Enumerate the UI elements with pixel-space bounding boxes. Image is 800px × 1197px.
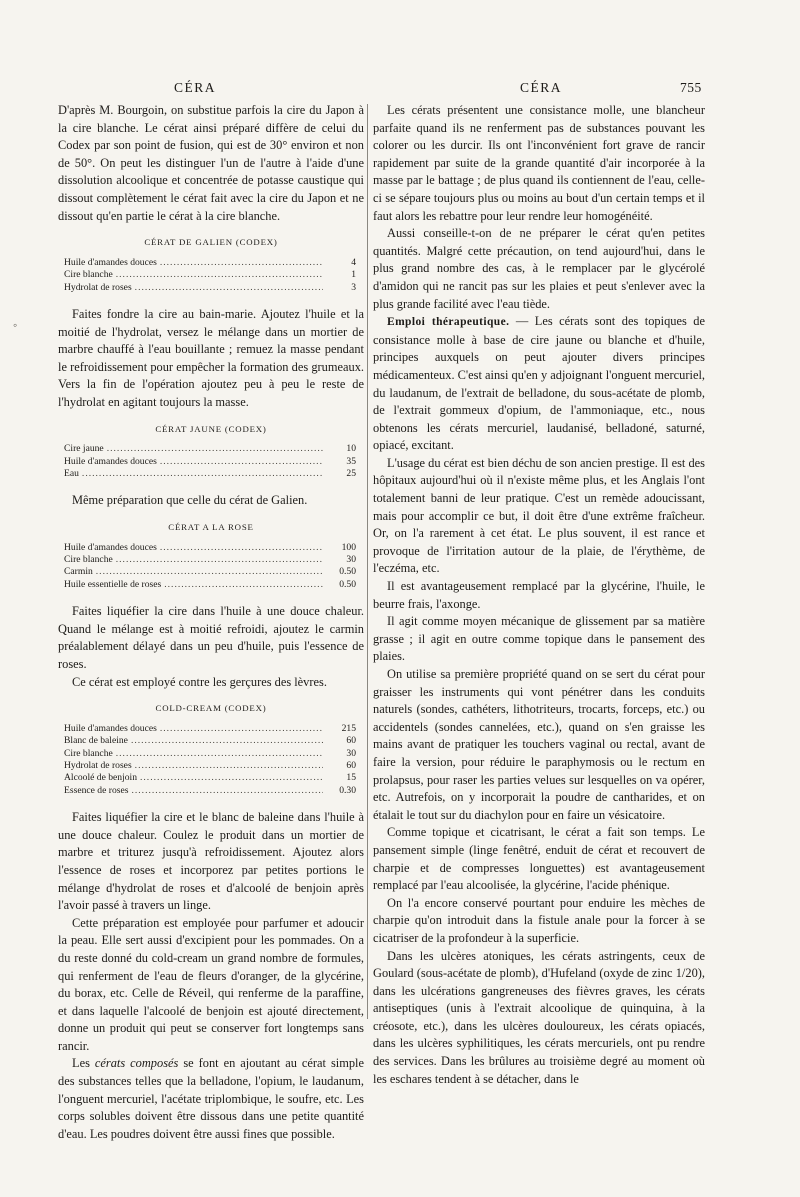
- recipe-row: [64, 542, 356, 554]
- ingredient-name: Cire blanche: [64, 553, 113, 565]
- leader-dots: [160, 456, 323, 468]
- ingredient-qty: 0.50: [339, 578, 356, 590]
- text-run: se font en ajoutant au cérat simple des substances telles que la belladone, l'opium, le laudanum, l'onguent mercuriel, l'acétate triplombique, le soufre, etc. Les corps solubles doivent être dissous dans une petite quantité d'eau. Les poudres doivent être aussi fines que possible.: [58, 1056, 364, 1141]
- ingredient-qty: 30: [346, 747, 356, 759]
- recipe-list: [58, 542, 364, 592]
- text-run: Les: [72, 1056, 95, 1071]
- paragraph: [373, 313, 705, 455]
- ingredient-qty: 0.30: [339, 784, 356, 796]
- ingredient-name: Blanc de baleine: [64, 735, 128, 747]
- leader-dots: [116, 554, 323, 566]
- paragraph: D'après M. Bourgoin, on substitue parfois la cire du Japon à la cire blanche. Le cérat ainsi préparé diffère de celui du Codex par son point de fusion, qui est de 30° environ et non de 50°. On peut les distinguer l'un de l'autre à l'aide d'une dissolution alcoolique et concentrée de potasse caustique qui dissout complètement le cérat fait avec la cire du Japon et ne dissout qu'en partie le cérat à la cire blanche.: [58, 103, 364, 223]
- text-run: — Les cérats sont des topiques de consistance molle à base de cire jaune ou blanche et d'huile, principes auxquels on peut ajouter divers principes médicamenteux. C'est ainsi qu'en y adjoignant l'onguent mercuriel, du laudanum, de l'extrait de belladone, du sous-acétate de plomb, de l'extrait gommeux d'opium, de l'ammoniaque, etc., nous obtenons les cérats mercuriel, laudanisé, belladoné, saturné, opiacé, excitant.: [373, 314, 705, 453]
- recipe-title: COLD-CREAM (CODEX): [155, 703, 267, 714]
- recipe-row: [64, 554, 356, 566]
- ingredient-name: Cire jaune: [64, 443, 104, 455]
- recipe-row: [64, 772, 356, 784]
- ingredient-name: Hydrolat de roses: [64, 281, 132, 293]
- ingredient-name: Huile d'amandes douces: [64, 455, 157, 467]
- recipe-list: [58, 257, 364, 294]
- recipe-title: CÉRAT A LA ROSE: [168, 521, 254, 532]
- leader-dots: [116, 748, 323, 760]
- ingredient-qty: 30: [346, 553, 356, 565]
- ingredient-qty: 1: [351, 269, 356, 281]
- ingredient-qty: 35: [346, 455, 356, 467]
- section-heading: Emploi thérapeutique.: [387, 316, 510, 329]
- paragraph: Faites liquéfier la cire dans l'huile à une douce chaleur. Quand le mélange est à moitié refroidi, ajoutez le carmin préalablement délayé dans un peu d'huile, puis l'essence de roses.: [58, 604, 364, 671]
- paragraph: Même préparation que celle du cérat de Galien.: [72, 493, 308, 508]
- paragraph: On l'a encore conservé pourtant pour enduire les mèches de charpie qu'on introduit dans la fistule anale pour la forcer à se cicatriser de la profondeur à la superficie.: [373, 895, 705, 945]
- ingredient-qty: 60: [346, 735, 356, 747]
- ingredient-qty: 4: [351, 256, 356, 268]
- margin-mark: ◦: [13, 318, 18, 332]
- running-head-left: CÉRA: [174, 80, 217, 95]
- recipe-row: [64, 735, 356, 747]
- ingredient-name: Huile essentielle de roses: [64, 578, 162, 590]
- leader-dots: [131, 785, 323, 797]
- ingredient-qty: 60: [346, 759, 356, 771]
- leader-dots: [96, 566, 323, 578]
- paragraph: Cette préparation est employée pour parfumer et adoucir la peau. Elle sert aussi d'excipient pour les pommades. On a du reste donné du cold-cream un grand nombre de formules, qui renferment de l'eau de fleurs d'oranger, de la glycérine, du borax, etc. Celle de Réveil, qui renferme de la paraffine, et dans laquelle l'alcoolé de benjoin est ajouté directement, donne un produit qui peut se conserver fort longtemps sans rancir.: [58, 915, 364, 1053]
- recipe-row: [64, 579, 356, 591]
- ingredient-qty: 215: [341, 722, 356, 734]
- running-head-right: CÉRA: [520, 80, 563, 95]
- paragraph: Comme topique et cicatrisant, le cérat a fait son temps. Le pansement simple (linge fenêtré, enduit de cérat et recouvert de charpie et de compresses longuettes) est avantageusement remplacé par l'eau alcoolisée, la glycérine, l'acide phénique.: [373, 825, 705, 893]
- leader-dots: [116, 269, 323, 281]
- recipe-row: [64, 748, 356, 760]
- ingredient-qty: 15: [346, 772, 356, 784]
- paragraph: L'usage du cérat est bien déchu de son ancien prestige. Il est des hôpitaux aujourd'hui où il n'existe même plus, et les Anglais l'ont totalement banni de leur pratique. C'est un remède adoucissant, mais pour accomplir ce but, il doit être d'une extrême fraîcheur. Or, on l'a rarement à cet état. Le plus souvent, il est rance et provoque de l'irritation autour de la plaie, de l'érythème, de l'eczéma, etc.: [373, 455, 705, 576]
- ingredient-qty: 25: [346, 467, 356, 479]
- leader-dots: [82, 468, 323, 480]
- left-column: [58, 102, 364, 1143]
- recipe-row: [64, 566, 356, 578]
- ingredient-name: Eau: [64, 467, 79, 479]
- recipe-row: [64, 760, 356, 772]
- leader-dots: [160, 542, 323, 554]
- ingredient-qty: 0.50: [339, 566, 356, 578]
- paragraph: Il agit comme moyen mécanique de glissement par sa matière grasse ; il agit en outre comme topique dans le pansement des plaies.: [373, 614, 705, 664]
- page-number: 755: [680, 80, 702, 95]
- leader-dots: [164, 579, 323, 591]
- recipe-row: [64, 468, 356, 480]
- leader-dots: [140, 772, 323, 784]
- leader-dots: [131, 735, 323, 747]
- ingredient-qty: 100: [341, 541, 356, 553]
- leader-dots: [107, 443, 323, 455]
- paragraph: Les cérats présentent une consistance molle, une blancheur parfaite quand ils ne renferment pas de substances pouvant les colorer ou les durcir. Ils ont l'inconvénient fort grave de rancir rapidement par suite de la grande quantité d'air incorporée à la masse par le battage ; de plus quand ils contiennent de l'eau, celle-ci se sépare toujours plus ou moins au bout d'un certain temps et il faut alors les rebattre pour leur rendre leur homogénéité.: [373, 103, 705, 223]
- leader-dots: [135, 282, 323, 294]
- ingredient-qty: 10: [346, 443, 356, 455]
- ingredient-name: Carmin: [64, 566, 93, 578]
- paragraph: Faites liquéfier la cire et le blanc de baleine dans l'huile à une douce chaleur. Coulez le produit dans un mortier de marbre et triturez jusqu'à refroidissement. Ajoutez alors l'essence de roses et incorporez par petites portions le mélange d'hydrolat de roses et d'alcoolé de benjoin après l'avoir passé à travers un linge.: [58, 810, 364, 913]
- column-divider: [367, 104, 368, 1019]
- ingredient-name: Essence de roses: [64, 784, 129, 796]
- paragraph: Dans les ulcères atoniques, les cérats astringents, ceux de Goulard (sous-acétate de plomb), d'Hufeland (oxyde de zinc 1/20), dans les ulcérations gangreneuses des fièvres graves, les cérats antiseptiques (unis à l'extrait alcoolique de quinquina, à la créosote, etc.), dans les ulcères douloureux, les cérats opiacés, dans les ulcères syphilitiques, les cérats mercuriels, ont pu rendre des services. Dans les brûlures au troisième degré au moment où les eschares tendent à se détacher, dans le: [373, 948, 705, 1086]
- paragraph: On utilise sa première propriété quand on se sert du cérat pour graisser les instruments qui vont pénétrer dans les conduits naturels (sondes, cathéters, lithotriteurs, trocarts, forceps, etc.) ou accidentels (sondes cannelées, etc.), quand on s'en graisse les mains avant de pratiquer les touchers vaginal ou rectal, avant de faire la version, pour réduire le paraphymosis ou le rectum en prolapsus, pour raser les parties velues sur lesquelles on va opérer, etc. Autrefois, on y incorporait la poudre de cantharides, et on étalait le tout sur du diachylon pour en faire un vésicatoire.: [373, 667, 705, 822]
- ingredient-qty: 3: [351, 281, 356, 293]
- recipe-title: CÉRAT JAUNE (CODEX): [155, 423, 267, 434]
- recipe-row: [64, 723, 356, 735]
- recipe-title: CÉRAT DE GALIEN (CODEX): [144, 237, 278, 248]
- ingredient-name: Hydrolat de roses: [64, 759, 132, 771]
- recipe-list: [58, 723, 364, 797]
- leader-dots: [160, 257, 323, 269]
- ingredient-name: Huile d'amandes douces: [64, 256, 157, 268]
- recipe-list: [58, 443, 364, 480]
- ingredient-name: Alcoolé de benjoin: [64, 772, 137, 784]
- recipe-row: [64, 456, 356, 468]
- recipe-row: [64, 257, 356, 269]
- ingredient-name: Cire blanche: [64, 747, 113, 759]
- ingredient-name: Cire blanche: [64, 269, 113, 281]
- ingredient-name: Huile d'amandes douces: [64, 722, 157, 734]
- paragraph: [58, 1055, 364, 1143]
- paragraph: Faites fondre la cire au bain-marie. Ajoutez l'huile et la moitié de l'hydrolat, versez le mélange dans un mortier de marbre chauffé à l'eau bouillante ; remuez la masse pendant le refroidissement pour empêcher la formation des grumeaux. Vers la fin de l'opération ajoutez peu à peu le reste de l'hydrolat en agitant toujours la masse.: [58, 306, 364, 409]
- leader-dots: [160, 723, 323, 735]
- recipe-row: [64, 443, 356, 455]
- right-column: [373, 102, 705, 1088]
- emphasis-term: cérats composés: [94, 1056, 179, 1071]
- recipe-row: [64, 785, 356, 797]
- ingredient-name: Huile d'amandes douces: [64, 541, 157, 553]
- leader-dots: [135, 760, 323, 772]
- paragraph: Ce cérat est employé contre les gerçures des lèvres.: [72, 674, 327, 689]
- recipe-row: [64, 269, 356, 281]
- paragraph: Aussi conseille-t-on de ne préparer le cérat qu'en petites quantités. Malgré cette précaution, on tend aujourd'hui, dans le plus grand nombre des cas, à le remplacer par le glycérolé d'amidon qui ne rancit pas sur les plaies et peut s'enlever avec la plus grande facilité avec l'eau tiède.: [373, 226, 705, 311]
- recipe-row: [64, 282, 356, 294]
- paragraph: Il est avantageusement remplacé par la glycérine, l'huile, le beurre frais, l'axonge.: [373, 579, 705, 611]
